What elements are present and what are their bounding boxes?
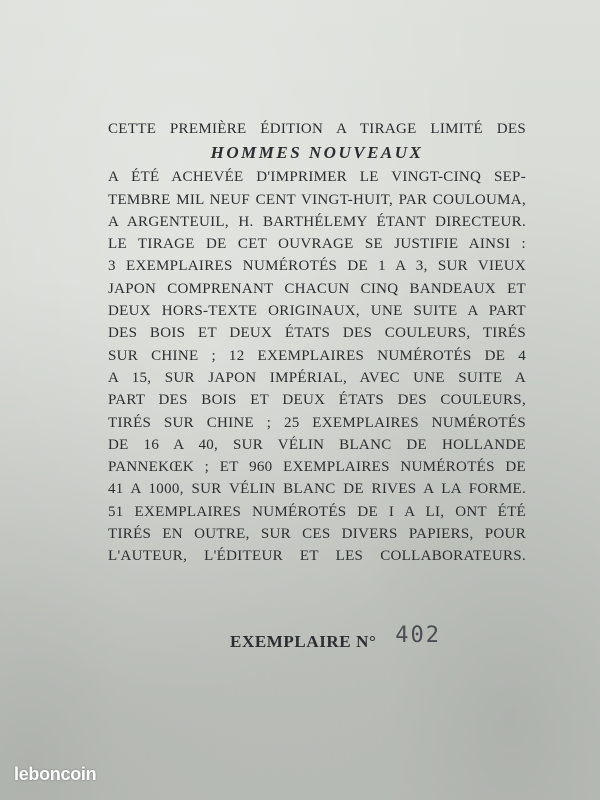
colophon-line: DE 16 A 40, SUR VÉLIN BLANC DE HOLLANDE (108, 436, 526, 453)
colophon-line: L'AUTEUR, L'ÉDITEUR ET LES COLLABORATEURS. (108, 548, 526, 565)
colophon-line: PANNEKŒK ; ET 960 EXEMPLAIRES NUMÉROTÉS DE (108, 459, 526, 476)
colophon-line: JAPON COMPRENANT CHACUN CINQ BANDEAUX ET (108, 280, 526, 297)
colophon-text (108, 118, 526, 568)
colophon-line: PART DES BOIS ET DEUX ÉTATS DES COULEURS, (108, 392, 526, 409)
copy-number-line (230, 623, 441, 653)
colophon-line: DES BOIS ET DEUX ÉTATS DES COULEURS, TIRÉS (108, 325, 526, 342)
colophon-line: LE TIRAGE DE CET OUVRAGE SE JUSTIFIE AINSI : (108, 236, 526, 253)
copy-number-value: 402 (395, 623, 441, 648)
colophon-line: CETTE PREMIÈRE ÉDITION A TIRAGE LIMITÉ DES (108, 121, 526, 137)
colophon-line: A ÉTÉ ACHEVÉE D'IMPRIMER LE VINGT-CINQ SEP- (108, 169, 526, 186)
colophon-line: TIRÉS SUR CHINE ; 25 EXEMPLAIRES NUMÉROTÉS (108, 414, 526, 431)
colophon-line: 51 EXEMPLAIRES NUMÉROTÉS DE I A LI, ONT ÉTÉ (108, 503, 526, 520)
colophon-line: 41 A 1000, SUR VÉLIN BLANC DE RIVES A LA FORME. (108, 481, 526, 498)
leboncoin-watermark: leboncoin (14, 764, 97, 784)
book-title: HOMMES NOUVEAUX (210, 143, 424, 163)
colophon-line: 3 EXEMPLAIRES NUMÉROTÉS DE 1 A 3, SUR VIEUX (108, 258, 526, 275)
copy-number-label: EXEMPLAIRE N° (230, 632, 377, 651)
colophon-line: TEMBRE MIL NEUF CENT VINGT-HUIT, PAR COULOUMA, (108, 191, 526, 208)
colophon-line: DEUX HORS-TEXTE ORIGINAUX, UNE SUITE A PART (108, 303, 526, 320)
colophon-line: A 15, SUR JAPON IMPÉRIAL, AVEC UNE SUITE A (108, 369, 526, 386)
colophon-line: TIRÉS EN OUTRE, SUR CES DIVERS PAPIERS, POUR (108, 526, 526, 543)
colophon-line: A ARGENTEUIL, H. BARTHÉLEMY ÉTANT DIRECTEUR. (108, 213, 526, 230)
colophon-line: SUR CHINE ; 12 EXEMPLAIRES NUMÉROTÉS DE 4 (108, 347, 526, 364)
